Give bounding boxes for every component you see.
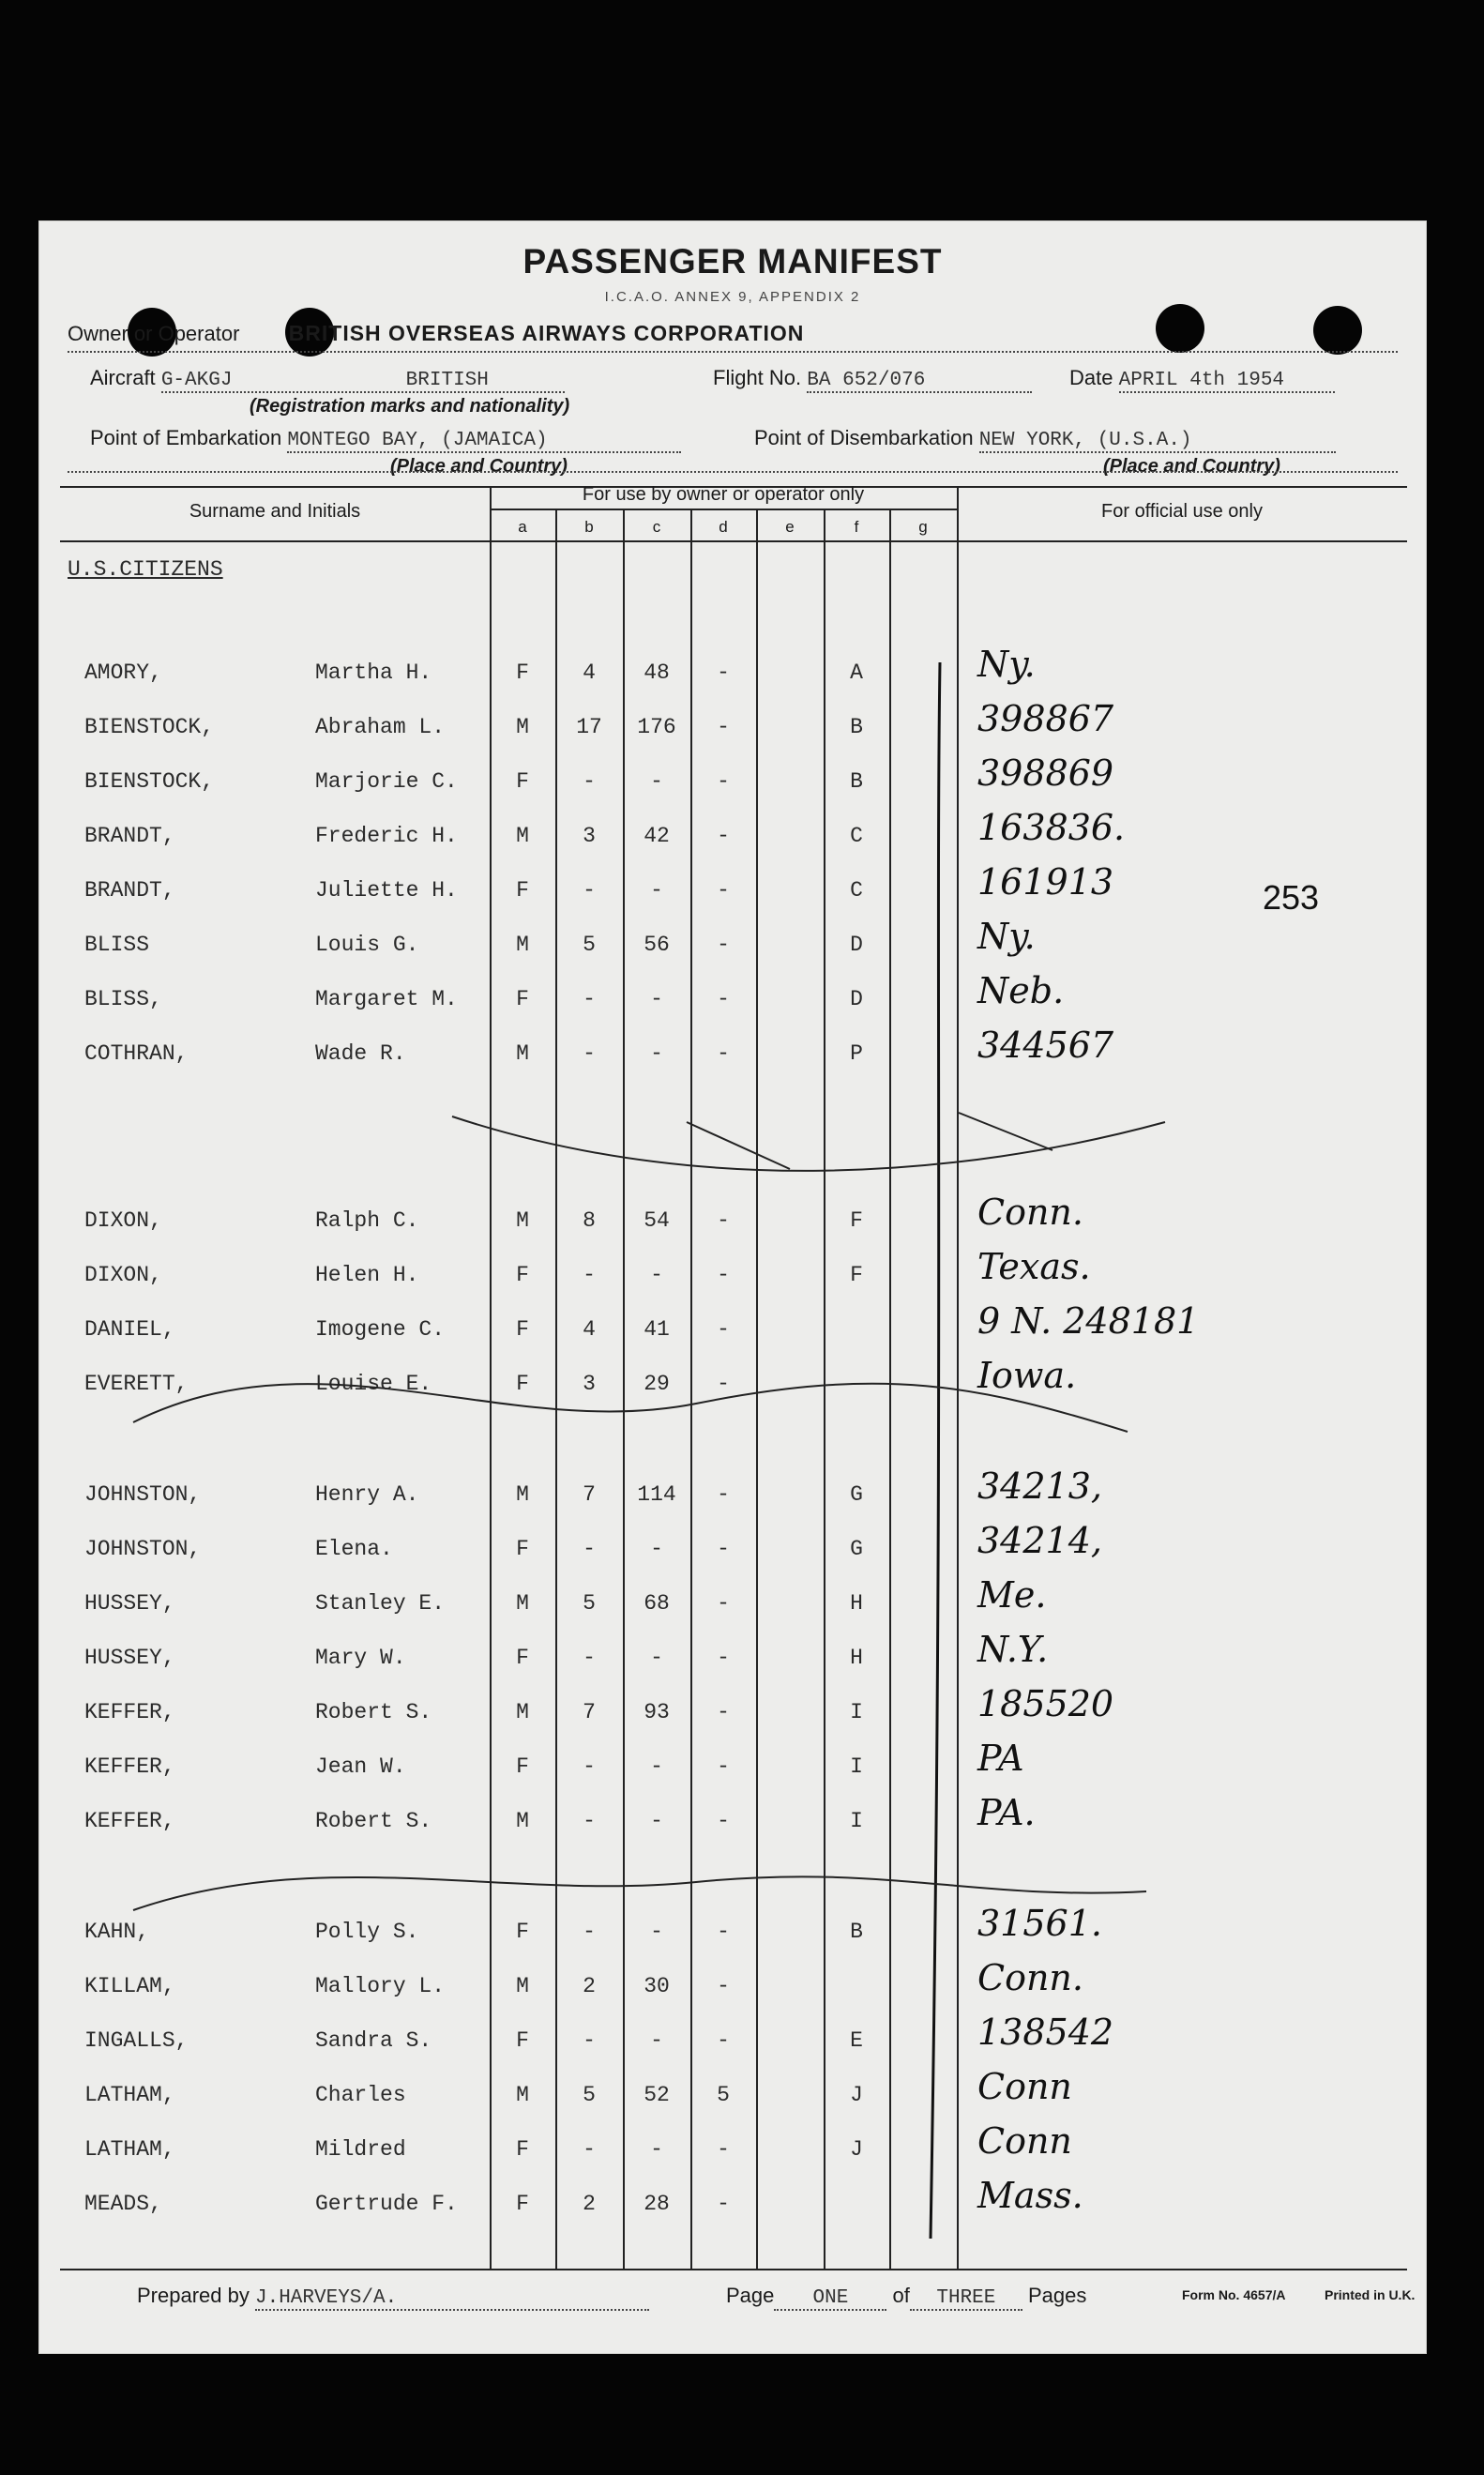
row-surname: JOHNSTON, xyxy=(84,1482,202,1507)
row-a: F xyxy=(516,2192,529,2216)
row-d: - xyxy=(717,769,730,794)
row-d: - xyxy=(717,1754,730,1779)
row-d: - xyxy=(717,1646,730,1670)
of-value: THREE xyxy=(936,2287,996,2309)
row-a: F xyxy=(516,1754,529,1779)
row-b: 3 xyxy=(583,824,596,848)
row-a: F xyxy=(516,661,529,685)
prepared-label: Prepared by xyxy=(137,2284,250,2307)
row-c: 52 xyxy=(644,2083,670,2107)
row-b: 5 xyxy=(583,2083,596,2107)
row-given: Louis G. xyxy=(315,933,419,957)
row-d: - xyxy=(717,1591,730,1616)
row-given: Sandra S. xyxy=(315,2028,432,2053)
row-given: Ralph C. xyxy=(315,1208,419,1233)
row-given: Robert S. xyxy=(315,1700,432,1724)
row-c: 30 xyxy=(644,1974,670,1998)
row-a: F xyxy=(516,2137,529,2162)
row-given: Abraham L. xyxy=(315,715,446,739)
aircraft-label: Aircraft xyxy=(90,366,156,389)
row-official: Mass. xyxy=(977,2175,1083,2216)
row-f: H xyxy=(850,1646,863,1670)
row-surname: LATHAM, xyxy=(84,2083,175,2107)
date-value: APRIL 4th 1954 xyxy=(1118,370,1285,391)
row-d: - xyxy=(717,1482,730,1507)
sub-col-b: b xyxy=(584,518,594,536)
row-given: Henry A. xyxy=(315,1482,419,1507)
row-official: Iowa. xyxy=(977,1355,1077,1396)
row-f: B xyxy=(850,769,863,794)
row-official: 31561. xyxy=(977,1903,1102,1944)
row-surname: JOHNSTON, xyxy=(84,1537,202,1561)
row-a: F xyxy=(516,878,529,903)
row-given: Imogene C. xyxy=(315,1317,446,1342)
place-note-embark: (Place and Country) xyxy=(390,456,568,477)
disembarkation-value: NEW YORK, (U.S.A.) xyxy=(978,430,1192,451)
row-a: F xyxy=(516,1317,529,1342)
row-d: - xyxy=(717,824,730,848)
row-official: 398869 xyxy=(977,752,1114,794)
row-c: - xyxy=(650,1041,663,1066)
row-a: F xyxy=(516,769,529,794)
row-c: 93 xyxy=(644,1700,670,1724)
sub-col-g: g xyxy=(918,518,928,536)
row-given: Mildred xyxy=(315,2137,406,2162)
row-a: F xyxy=(516,1372,529,1396)
col-header-owner: For use by owner or operator only xyxy=(582,484,865,505)
row-c: - xyxy=(650,1754,663,1779)
row-surname: BRANDT, xyxy=(84,824,175,848)
row-official: Ny. xyxy=(977,644,1036,685)
row-b: - xyxy=(583,2137,596,2162)
row-given: Charles xyxy=(315,2083,406,2107)
row-surname: BIENSTOCK, xyxy=(84,769,215,794)
row-a: F xyxy=(516,1646,529,1670)
row-surname: BIENSTOCK, xyxy=(84,715,215,739)
row-official: 138542 xyxy=(977,2012,1114,2053)
row-surname: KILLAM, xyxy=(84,1974,175,1998)
row-surname: MEADS, xyxy=(84,2192,162,2216)
prepared-value: J.HARVEYS/A. xyxy=(254,2287,398,2309)
row-official: Texas. xyxy=(977,1246,1091,1287)
row-a: M xyxy=(516,1208,529,1233)
row-c: - xyxy=(650,1263,663,1287)
row-c: - xyxy=(650,2137,663,2162)
row-d: - xyxy=(717,878,730,903)
sub-col-c: c xyxy=(652,518,661,536)
section-heading: U.S.CITIZENS xyxy=(68,557,223,582)
form-number: Form No. 4657/A xyxy=(1182,2287,1286,2302)
row-given: Wade R. xyxy=(315,1041,406,1066)
row-c: - xyxy=(650,987,663,1011)
row-surname: BLISS xyxy=(84,933,150,957)
row-c: 29 xyxy=(644,1372,670,1396)
row-a: F xyxy=(516,2028,529,2053)
row-given: Stanley E. xyxy=(315,1591,446,1616)
row-a: M xyxy=(516,933,529,957)
row-official: 163836. xyxy=(977,807,1126,848)
flight-value: BA 652/076 xyxy=(807,370,926,391)
row-f: F xyxy=(850,1263,863,1287)
aircraft-value: G-AKGJ xyxy=(160,370,233,391)
row-b: - xyxy=(583,2028,596,2053)
row-official: 161913 xyxy=(977,861,1114,903)
row-a: F xyxy=(516,987,529,1011)
row-official: Neb. xyxy=(977,970,1065,1011)
document-subtitle: I.C.A.O. ANNEX 9, APPENDIX 2 xyxy=(604,289,861,305)
row-f: J xyxy=(850,2083,863,2107)
row-c: 114 xyxy=(637,1482,676,1507)
page-label: Page xyxy=(726,2284,775,2307)
row-d: - xyxy=(717,1920,730,1944)
row-b: 2 xyxy=(583,1974,596,1998)
row-d: - xyxy=(717,1974,730,1998)
row-c: 28 xyxy=(644,2192,670,2216)
row-c: 68 xyxy=(644,1591,670,1616)
row-surname: BRANDT, xyxy=(84,878,175,903)
row-a: M xyxy=(516,1591,529,1616)
row-official: Conn. xyxy=(977,1957,1083,1998)
row-b: - xyxy=(583,1754,596,1779)
row-b: - xyxy=(583,987,596,1011)
row-surname: AMORY, xyxy=(84,661,162,685)
document-title: PASSENGER MANIFEST xyxy=(522,242,943,281)
row-f: B xyxy=(850,715,863,739)
row-a: F xyxy=(516,1537,529,1561)
manifest-sheet xyxy=(39,221,1426,2353)
row-surname: DIXON, xyxy=(84,1263,162,1287)
row-official: 398867 xyxy=(977,698,1114,739)
row-f: J xyxy=(850,2137,863,2162)
row-surname: KEFFER, xyxy=(84,1809,175,1833)
row-a: M xyxy=(516,715,529,739)
embarkation-value: MONTEGO BAY, (JAMAICA) xyxy=(287,430,548,451)
row-given: Margaret M. xyxy=(315,987,458,1011)
place-note-disembark: (Place and Country) xyxy=(1103,456,1280,477)
row-official: Ny. xyxy=(977,916,1036,957)
row-b: - xyxy=(583,1646,596,1670)
page-annotation: 253 xyxy=(1263,878,1320,917)
disembarkation-label: Point of Disembarkation xyxy=(754,426,974,449)
row-d: - xyxy=(717,933,730,957)
row-given: Mary W. xyxy=(315,1646,406,1670)
row-surname: LATHAM, xyxy=(84,2137,175,2162)
row-f: B xyxy=(850,1920,863,1944)
row-a: M xyxy=(516,1041,529,1066)
row-f: A xyxy=(850,661,863,685)
row-a: M xyxy=(516,2083,529,2107)
row-a: M xyxy=(516,1700,529,1724)
row-official: PA. xyxy=(977,1792,1036,1833)
sub-col-a: a xyxy=(518,518,527,536)
row-c: - xyxy=(650,1809,663,1833)
row-f: C xyxy=(850,878,863,903)
row-a: F xyxy=(516,1263,529,1287)
sub-col-f: f xyxy=(854,518,859,536)
page-count xyxy=(726,2284,1086,2311)
row-given: Gertrude F. xyxy=(315,2192,458,2216)
row-given: Helen H. xyxy=(315,1263,419,1287)
row-c: 54 xyxy=(644,1208,670,1233)
row-given: Juliette H. xyxy=(315,878,458,903)
row-d: - xyxy=(717,1700,730,1724)
row-b: 8 xyxy=(583,1208,596,1233)
row-official: 344567 xyxy=(977,1025,1114,1066)
nationality-value: BRITISH xyxy=(405,370,489,391)
printed-note: Printed in U.K. xyxy=(1325,2287,1416,2302)
row-surname: INGALLS, xyxy=(84,2028,189,2053)
registration-note: (Registration marks and nationality) xyxy=(250,396,570,417)
row-a: M xyxy=(516,824,529,848)
col-header-name: Surname and Initials xyxy=(189,501,361,522)
handwritten-strokes xyxy=(39,221,1426,2353)
row-d: - xyxy=(717,1041,730,1066)
row-c: - xyxy=(650,1920,663,1944)
row-f: E xyxy=(850,2028,863,2053)
row-surname: KEFFER, xyxy=(84,1754,175,1779)
row-f: G xyxy=(850,1537,863,1561)
owner-label: Owner or Operator xyxy=(68,322,240,345)
embarkation-label: Point of Embarkation xyxy=(90,426,282,449)
row-given: Robert S. xyxy=(315,1809,432,1833)
row-official: Conn. xyxy=(977,1192,1083,1233)
row-c: - xyxy=(650,878,663,903)
row-d: - xyxy=(717,2028,730,2053)
row-surname: EVERETT, xyxy=(84,1372,189,1396)
row-b: 7 xyxy=(583,1482,596,1507)
row-d: - xyxy=(717,1537,730,1561)
row-c: 42 xyxy=(644,824,670,848)
row-d: - xyxy=(717,1317,730,1342)
row-official: 34214, xyxy=(977,1520,1102,1561)
row-b: 4 xyxy=(583,661,596,685)
row-b: 7 xyxy=(583,1700,596,1724)
row-surname: HUSSEY, xyxy=(84,1646,175,1670)
row-official: N.Y. xyxy=(977,1629,1049,1670)
row-f: I xyxy=(850,1809,863,1833)
row-c: - xyxy=(650,2028,663,2053)
row-official: 185520 xyxy=(977,1683,1114,1724)
row-given: Louise E. xyxy=(315,1372,432,1396)
row-given: Mallory L. xyxy=(315,1974,446,1998)
sub-col-e: e xyxy=(785,518,795,536)
sub-col-d: d xyxy=(719,518,728,536)
row-official: Me. xyxy=(977,1574,1047,1616)
row-surname: BLISS, xyxy=(84,987,162,1011)
row-given: Frederic H. xyxy=(315,824,458,848)
row-b: 4 xyxy=(583,1317,596,1342)
row-surname: HUSSEY, xyxy=(84,1591,175,1616)
row-given: Jean W. xyxy=(315,1754,406,1779)
row-f: H xyxy=(850,1591,863,1616)
row-b: 5 xyxy=(583,1591,596,1616)
row-given: Polly S. xyxy=(315,1920,419,1944)
row-d: 5 xyxy=(717,2083,730,2107)
row-b: - xyxy=(583,1263,596,1287)
row-f: C xyxy=(850,824,863,848)
row-surname: KAHN, xyxy=(84,1920,150,1944)
row-a: M xyxy=(516,1809,529,1833)
row-official: Conn xyxy=(977,2066,1072,2107)
row-d: - xyxy=(717,1372,730,1396)
row-given: Elena. xyxy=(315,1537,393,1561)
row-surname: COTHRAN, xyxy=(84,1041,189,1066)
row-surname: KEFFER, xyxy=(84,1700,175,1724)
row-f: F xyxy=(850,1208,863,1233)
row-official: 9 N. 248181 xyxy=(977,1300,1200,1342)
row-a: M xyxy=(516,1482,529,1507)
row-d: - xyxy=(717,2137,730,2162)
row-b: 3 xyxy=(583,1372,596,1396)
row-surname: DANIEL, xyxy=(84,1317,175,1342)
row-b: - xyxy=(583,1537,596,1561)
row-given: Martha H. xyxy=(315,661,432,685)
row-c: - xyxy=(650,1537,663,1561)
flight-label: Flight No. xyxy=(713,366,802,389)
prepared-by xyxy=(137,2284,649,2311)
pages-label: Pages xyxy=(1028,2284,1087,2307)
row-official: 34213, xyxy=(977,1465,1102,1507)
col-header-official: For official use only xyxy=(1101,501,1263,522)
row-a: M xyxy=(516,1974,529,1998)
row-c: - xyxy=(650,769,663,794)
row-f: I xyxy=(850,1700,863,1724)
row-a: F xyxy=(516,1920,529,1944)
row-d: - xyxy=(717,1263,730,1287)
row-c: 41 xyxy=(644,1317,670,1342)
row-b: 2 xyxy=(583,2192,596,2216)
row-f: G xyxy=(850,1482,863,1507)
page-value: ONE xyxy=(812,2287,849,2309)
row-d: - xyxy=(717,715,730,739)
row-f: D xyxy=(850,987,863,1011)
row-d: - xyxy=(717,661,730,685)
date-label: Date xyxy=(1069,366,1113,389)
row-f: D xyxy=(850,933,863,957)
row-b: - xyxy=(583,1809,596,1833)
row-c: 56 xyxy=(644,933,670,957)
row-f: I xyxy=(850,1754,863,1779)
row-official: Conn xyxy=(977,2120,1072,2162)
row-c: 48 xyxy=(644,661,670,685)
row-b: 17 xyxy=(576,715,602,739)
row-d: - xyxy=(717,987,730,1011)
row-official: PA xyxy=(977,1738,1024,1779)
row-c: - xyxy=(650,1646,663,1670)
row-d: - xyxy=(717,1809,730,1833)
row-given: Marjorie C. xyxy=(315,769,458,794)
row-b: - xyxy=(583,1041,596,1066)
of-label: of xyxy=(892,2284,910,2307)
row-b: - xyxy=(583,769,596,794)
row-b: - xyxy=(583,878,596,903)
row-b: - xyxy=(583,1920,596,1944)
owner-value: BRITISH OVERSEAS AIRWAYS CORPORATION xyxy=(288,321,805,345)
row-d: - xyxy=(717,2192,730,2216)
row-b: 5 xyxy=(583,933,596,957)
row-d: - xyxy=(717,1208,730,1233)
row-f: P xyxy=(850,1041,863,1066)
row-c: 176 xyxy=(637,715,676,739)
row-surname: DIXON, xyxy=(84,1208,162,1233)
